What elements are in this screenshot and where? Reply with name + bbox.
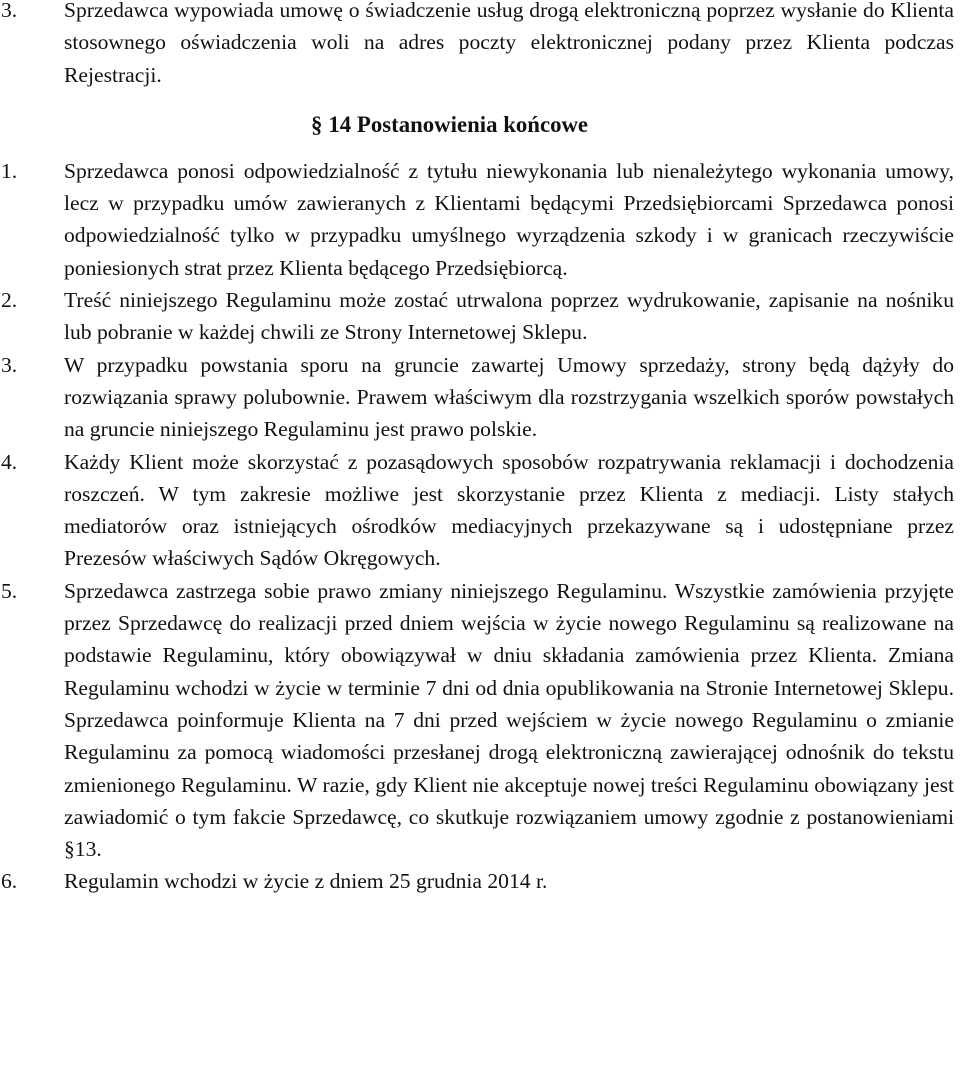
list-item-number: 6. (1, 869, 18, 894)
list-item (0, 446, 960, 575)
list-item-text: W przypadku powstania sporu na gruncie zawartej Umowy sprzedaży, strony będą dążyły do rozwiązania sprawy polubownie. Prawem właściwym dla rozstrzygania wszelkich sporów powstałych na gruncie niniejszego Regulaminu jest prawo polskie. (64, 352, 954, 442)
list-item-number: 2. (1, 288, 18, 313)
list-item-text: Regulamin wchodzi w życie z dniem 25 grudnia 2014 r. (64, 869, 548, 894)
list-item (0, 349, 960, 446)
section-title: 14 Postanowienia końcowe (328, 111, 589, 137)
list-item (0, 865, 960, 897)
list-item-text: Sprzedawca wypowiada umowę o świadczenie usług drogą elektroniczną poprzez wysłanie do Klienta stosownego oświadczenia woli na adres poczty elektronicznej podany przez Klienta podczas Rejestracji. (64, 0, 954, 87)
list-item-number: 5. (1, 578, 18, 603)
list-item-number: 1. (1, 158, 18, 183)
list-item (0, 284, 960, 349)
list-item-number: 4. (1, 449, 18, 474)
list-item-text: Sprzedawca zastrzega sobie prawo zmiany niniejszego Regulaminu. Wszystkie zamówienia przyjęte przez Sprzedawcę do realizacji przed dniem wejścia w życie nowego Regulaminu są realizowane na podstawie Regulaminu, który obowiązywał w dniu składania zamówienia przez Klienta. Zmiana Regulaminu wchodzi w życie w terminie 7 dni od dnia opublikowania na Stronie Internetowej Sklepu. Sprzedawca poinformuje Klienta na 7 dni przed wejściem w życie nowego Regulaminu o zmianie Regulaminu za pomocą wiadomości przesłanej drogą elektroniczną zawierającej odnośnik do tekstu zmienionego Regulaminu. W razie, gdy Klient nie akceptuje nowej treści Regulaminu obowiązany jest zawiadomić o tym fakcie Sprzedawcę, co skutkuje rozwiązaniem umowy zgodnie z postanowieniami §13. (64, 578, 954, 862)
list-item (0, 0, 960, 91)
list-item-text: Treść niniejszego Regulaminu może zostać utrwalona poprzez wydrukowanie, zapisanie na nośniku lub pobranie w każdej chwili ze Strony Internetowej Sklepu. (64, 288, 954, 345)
list-item-number: 3. (1, 352, 18, 377)
list-item-number: 3. (1, 0, 18, 22)
list-item (0, 155, 960, 284)
list-item-text: Sprzedawca ponosi odpowiedzialność z tytułu niewykonania lub nienależytego wykonania umowy, lecz w przypadku umów zawieranych z Klientami będącymi Przedsiębiorcami Sprzedawca ponosi odpowiedzialność tylko w przypadku umyślnego wyrządzenia szkody i w granicach rzeczywiście poniesionych strat przez Klienta będącego Przedsiębiorcą. (64, 158, 954, 280)
list-item-text: Każdy Klient może skorzystać z pozasądowych sposobów rozpatrywania reklamacji i dochodzenia roszczeń. W tym zakresie możliwe jest skorzystanie przez Klienta z mediacji. Listy stałych mediatorów oraz istniejących ośrodków mediacyjnych przekazywane są i udostępniane przez Prezesów właściwych Sądów Okręgowych. (64, 449, 954, 571)
list-item (0, 575, 960, 866)
section-heading (0, 109, 960, 141)
section-symbol: § (311, 111, 323, 137)
